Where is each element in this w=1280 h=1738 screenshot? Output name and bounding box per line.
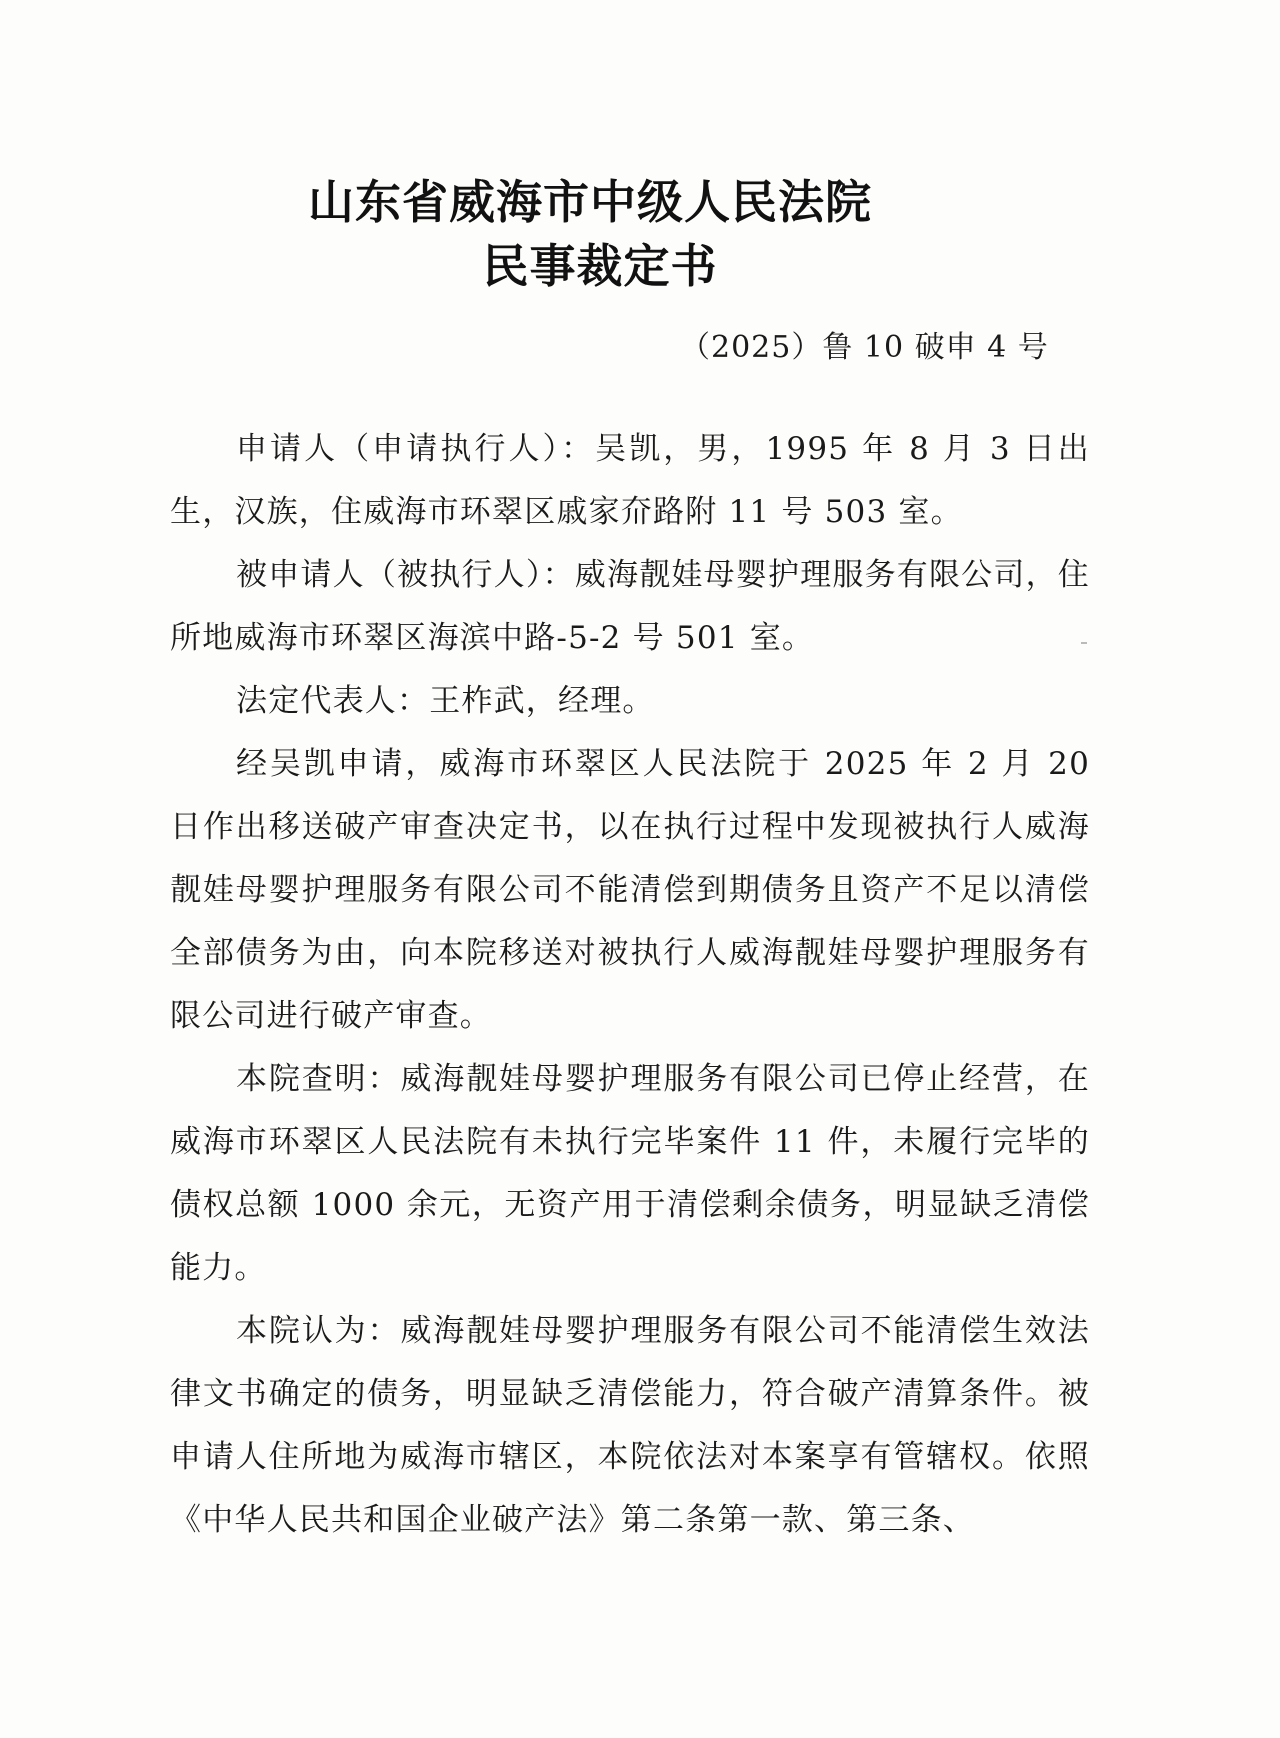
paragraph-case-background: 经吴凯申请，威海市环翠区人民法院于 2025 年 2 月 20 日作出移送破产审查决定书，以在执行过程中发现被执行人威海靓娃母婴护理服务有限公司不能清偿到期债务且资产不足以清偿全部债务为由，向本院移送对被执行人威海靓娃母婴护理服务有限公司进行破产审查。	[170, 746, 1090, 1034]
paragraph-applicant: 申请人（申请执行人）：吴凯，男，1995 年 8 月 3 日出生，汉族，住威海市环翠区戚家夼路附 11 号 503 室。	[170, 431, 1090, 530]
document-body	[170, 418, 1090, 1552]
paragraph-court-opinion: 本院认为：威海靓娃母婴护理服务有限公司不能清偿生效法律文书确定的债务，明显缺乏清偿能力，符合破产清算条件。被申请人住所地为威海市辖区，本院依法对本案享有管辖权。依照《中华人民共和国企业破产法》第二条第一款、第三条、	[170, 1313, 1090, 1538]
paragraph-court-findings: 本院查明：威海靓娃母婴护理服务有限公司已停止经营，在威海市环翠区人民法院有未执行完毕案件 11 件，未履行完毕的债权总额 1000 余元，无资产用于清偿剩余债务，明显缺乏清偿能力。	[170, 1061, 1090, 1286]
document-type-title: 民事裁定书	[482, 239, 718, 293]
case-number: （2025）鲁 10 破申 4 号	[680, 330, 1049, 365]
scan-speck	[1081, 642, 1087, 644]
paragraph-respondent: 被申请人（被执行人）：威海靓娃母婴护理服务有限公司，住所地威海市环翠区海滨中路-5-2 号 501 室。	[170, 557, 1090, 656]
court-title: 山东省威海市中级人民法院	[308, 175, 872, 229]
paragraph-legal-representative: 法定代表人：王柞武，经理。	[236, 683, 655, 719]
